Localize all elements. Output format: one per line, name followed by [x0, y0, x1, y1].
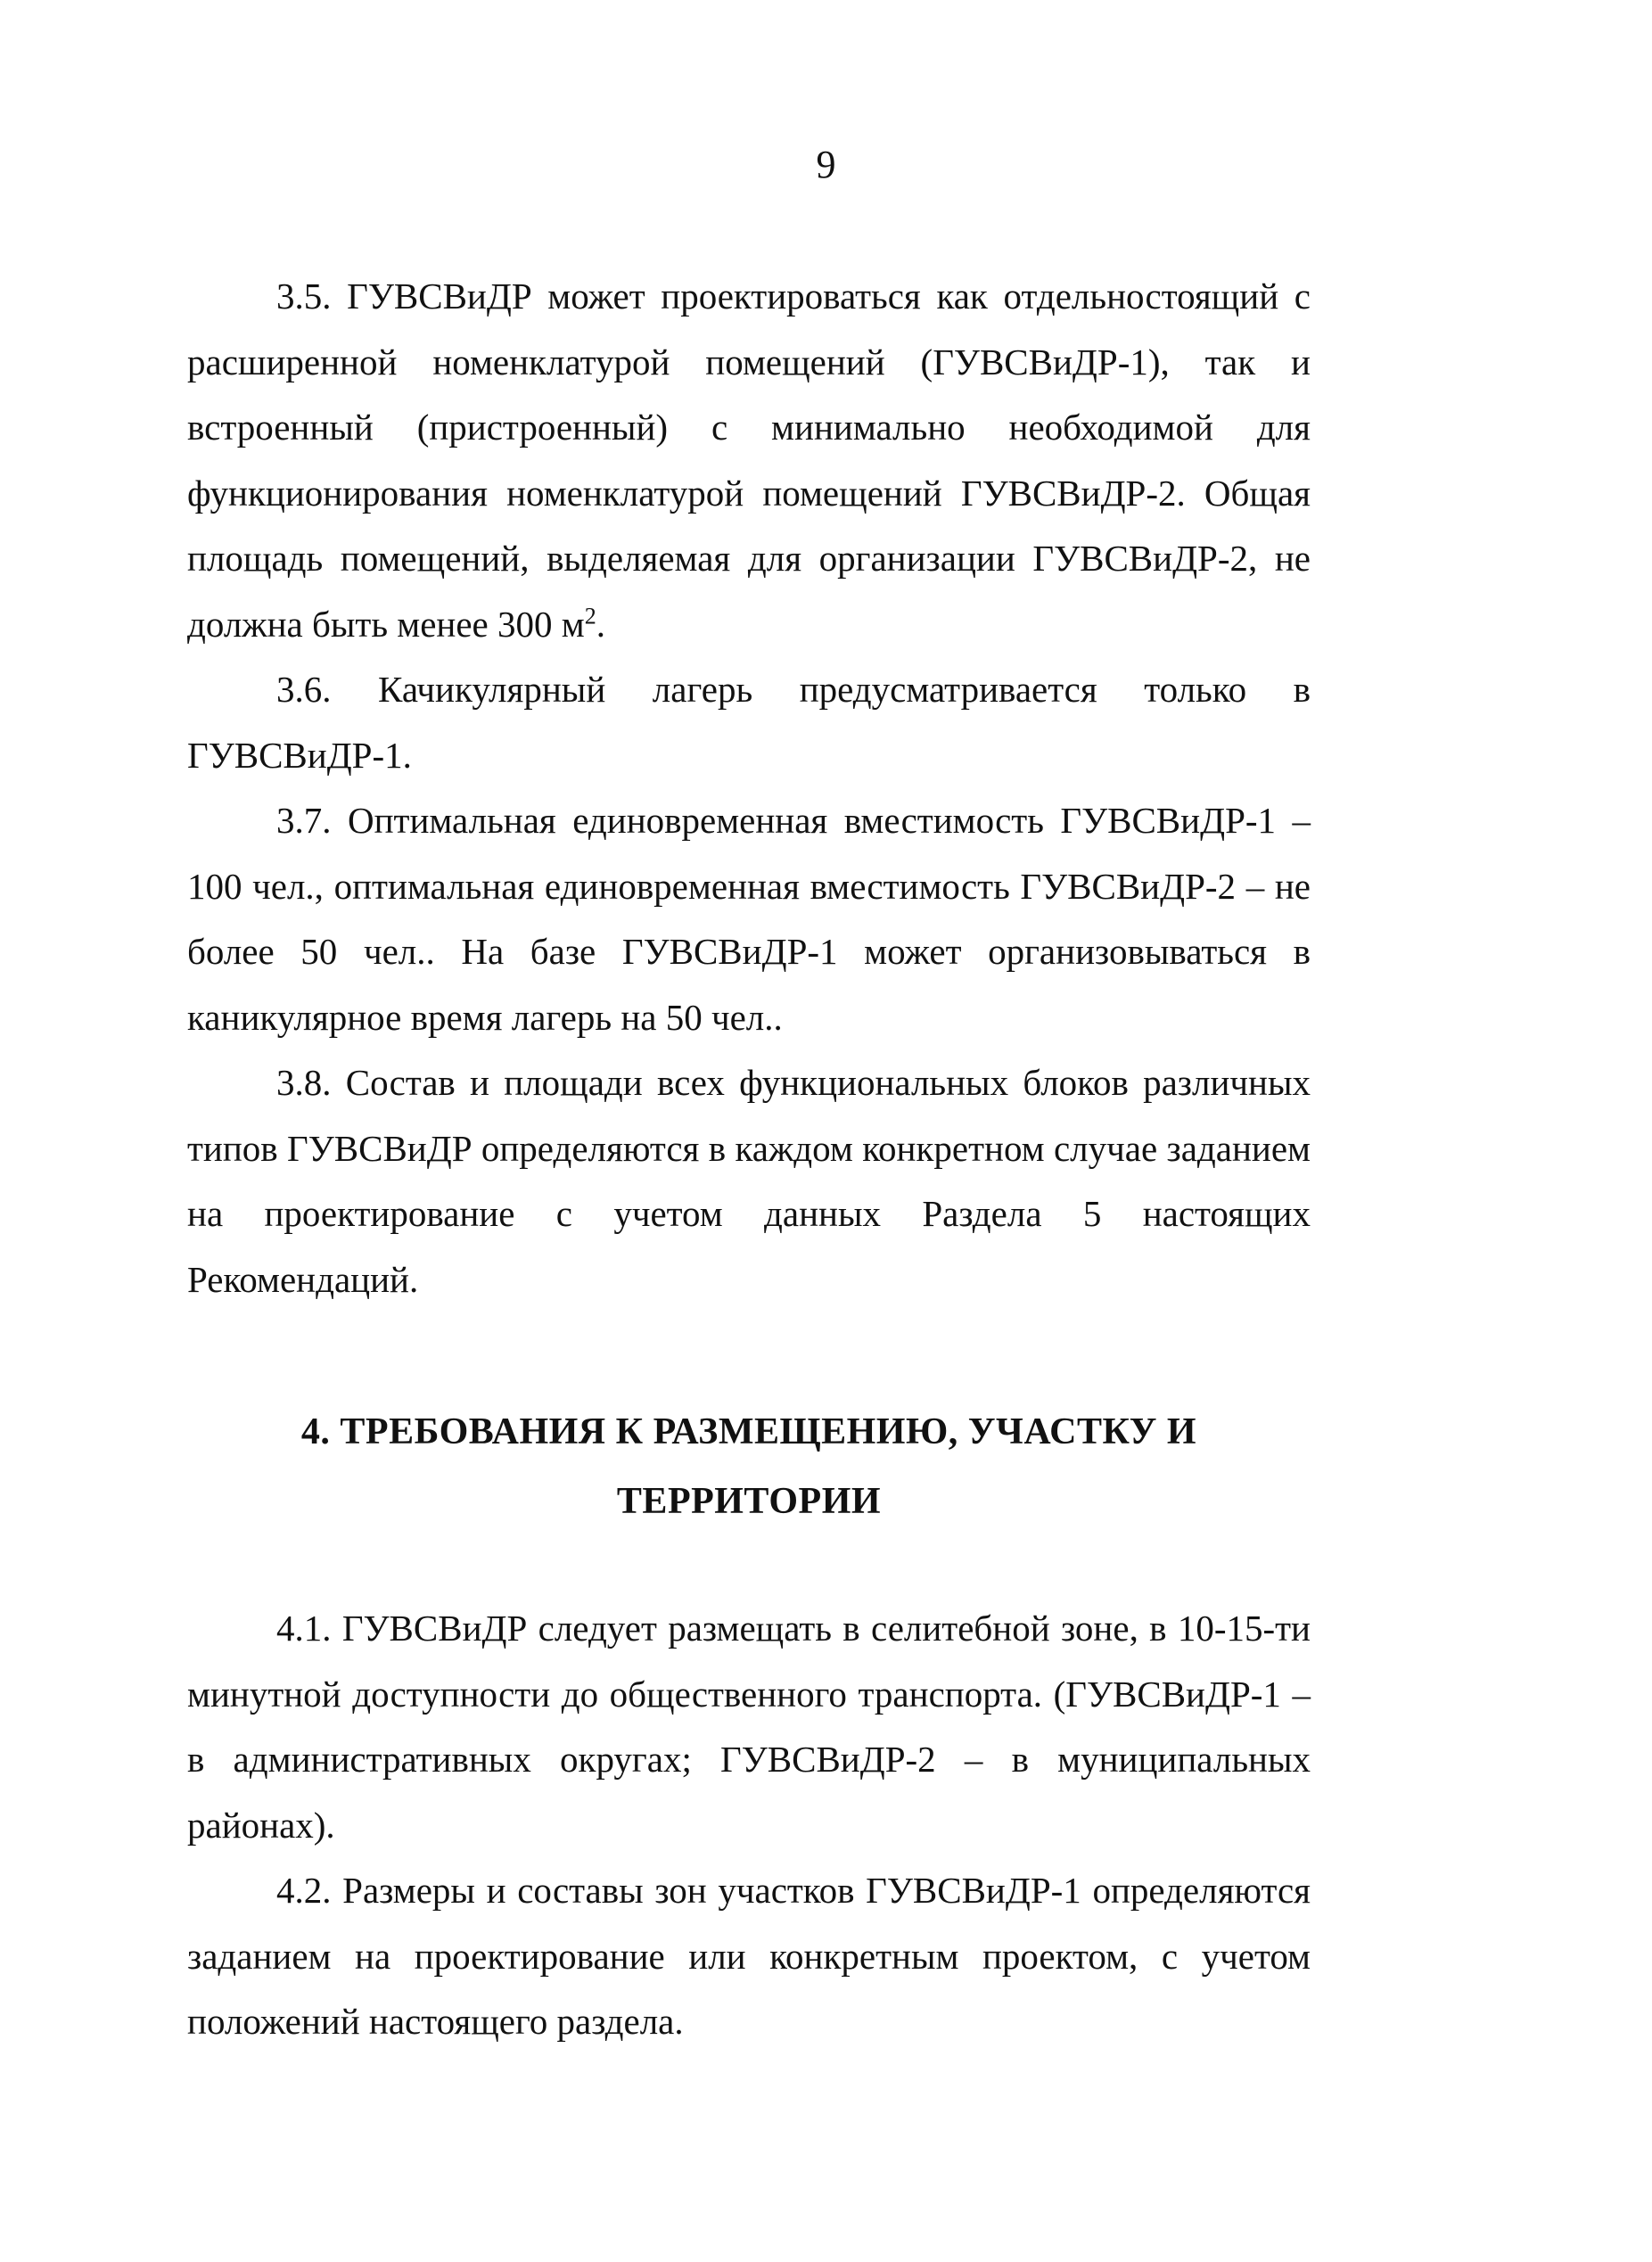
paragraph-3-7: 3.7. Оптимальная единовременная вместимость ГУВСВиДР-1 – 100 чел., оптимальная единовременная вместимость ГУВСВиДР-2 – не более 50 чел.. На базе ГУВСВиДР-1 может организовываться в каникулярное время лагерь на 50 чел.. — [187, 800, 1311, 1038]
section-4-body — [187, 1596, 1311, 2055]
paragraph-3-5 — [187, 264, 1311, 657]
paragraph-4-2: 4.2. Размеры и составы зон участков ГУВСВиДР-1 определяются заданием на проектирование или конкретным проектом, с учетом положений настоящего раздела. — [187, 1870, 1311, 2042]
section-3-body — [187, 264, 1311, 1312]
section-4-heading — [187, 1397, 1311, 1536]
page-number: 9 — [816, 143, 836, 186]
paragraph-3-5-end: . — [596, 603, 605, 645]
paragraph-3-6: 3.6. Качикулярный лагерь предусматривается только в ГУВСВиДР-1. — [187, 669, 1311, 776]
section-4-heading-line-1: 4. ТРЕБОВАНИЯ К РАЗМЕЩЕНИЮ, УЧАСТКУ И — [300, 1411, 1197, 1452]
paragraph-4-1: 4.1. ГУВСВиДР следует размещать в селитебной зоне, в 10-15-ти минутной доступности до общественного транспорта. (ГУВСВиДР-1 – в административных округах; ГУВСВиДР-2 – в муниципальных районах). — [187, 1608, 1311, 1846]
section-4-heading-line-2: ТЕРРИТОРИИ — [616, 1481, 882, 1522]
paragraph-3-5-text: 3.5. ГУВСВиДР может проектироваться как отдельностоящий с расширенной номенклатурой помещений (ГУВСВиДР-1), так и встроенный (пристроенный) с минимально необходимой для функционирования номенклатурой помещений ГУВСВиДР-2. Общая площадь помещений, выделяемая для организации ГУВСВиДР-2, не должна быть менее 300 м — [187, 276, 1311, 645]
paragraph-3-8: 3.8. Состав и площади всех функциональных блоков различных типов ГУВСВиДР определяются в каждом конкретном случае заданием на проектирование с учетом данных Раздела 5 настоящих Рекомендаций. — [187, 1062, 1311, 1300]
square-meter-superscript: 2 — [584, 602, 596, 629]
